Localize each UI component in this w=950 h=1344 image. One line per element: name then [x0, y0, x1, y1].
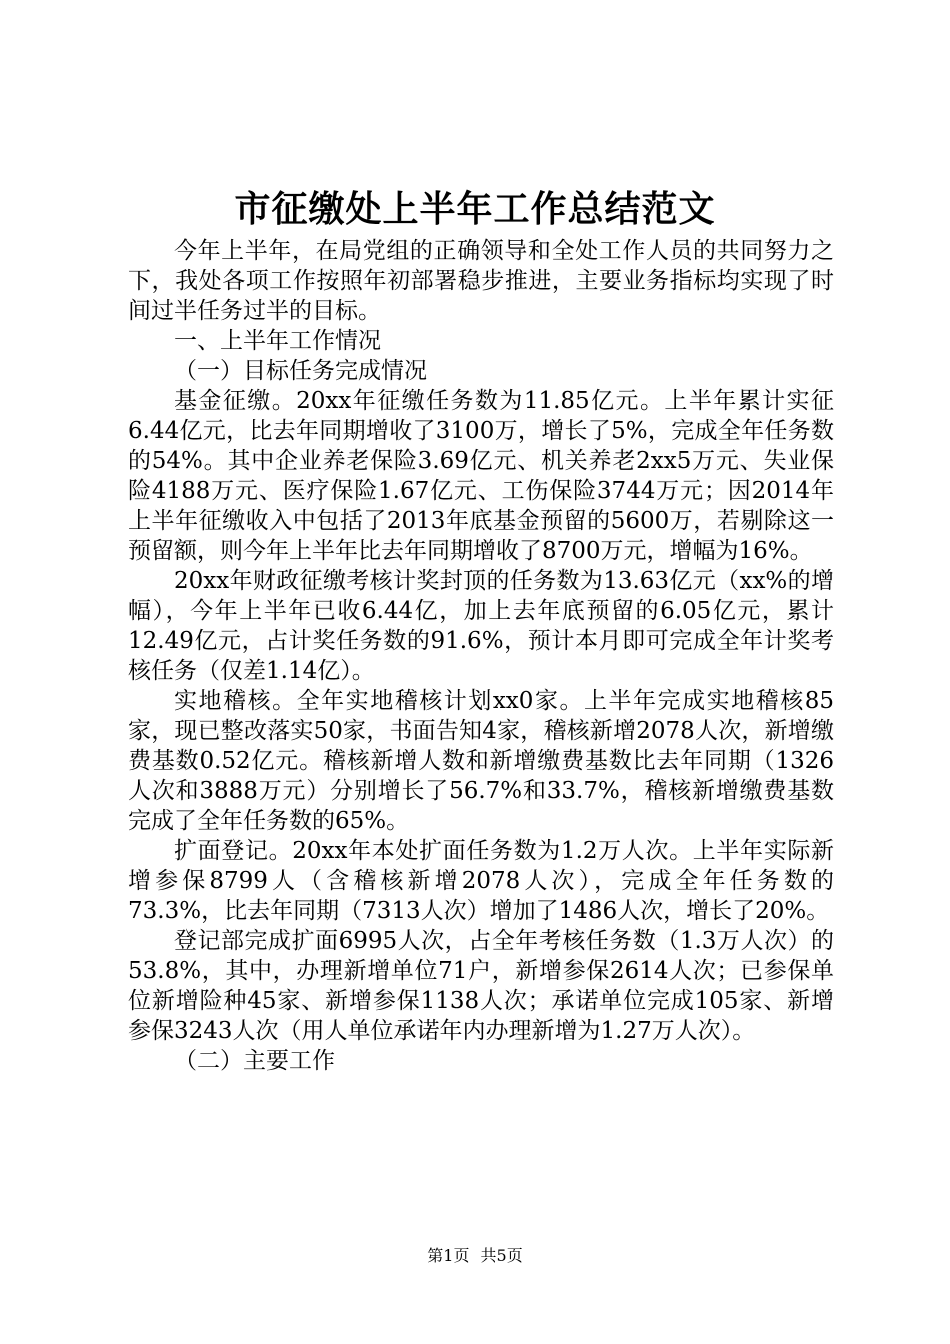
subsection-heading-2: （二）主要工作 [174, 1048, 335, 1074]
document-title: 市征缴处上半年工作总结范文 [234, 188, 716, 230]
paragraph-fiscal-assessment: 20xx年财政征缴考核计奖封顶的任务数为13.63亿元（xx%的增幅），今年上半年已收6.44亿，加上去年底预留的6.05亿元，累计12.49亿元，占计奖任务数的91.6%，预计本月即可完成全年计奖考核任务（仅差1.14亿）。 [128, 568, 834, 684]
page-total: 共5页 [480, 1246, 523, 1265]
document-body [128, 236, 834, 1076]
paragraph-registration-dept: 登记部完成扩面6995人次，占全年考核任务数（1.3万人次）的53.8%，其中，办理新增单位71户，新增参保2614人次；已参保单位新增险种45家、新增参保1138人次；承诺单位完成105家、新增参保3243人次（用人单位承诺年内办理新增为1.27万人次）。 [128, 928, 834, 1044]
page-footer [0, 1246, 950, 1266]
section-heading-1: 一、上半年工作情况 [174, 328, 381, 354]
paragraph-intro: 今年上半年，在局党组的正确领导和全处工作人员的共同努力之下，我处各项工作按照年初部署稳步推进，主要业务指标均实现了时间过半任务过半的目标。 [128, 238, 834, 324]
paragraph-fund-collection: 基金征缴。20xx年征缴任务数为11.85亿元。上半年累计实征6.44亿元，比去年同期增收了3100万，增长了5%，完成全年任务数的54%。其中企业养老保险3.69亿元、机关养老2xx5万元、失业保险4188万元、医疗保险1.67亿元、工伤保险3744万元；因2014年上半年征缴收入中包括了2013年底基金预留的5600万，若剔除这一预留额，则今年上半年比去年同期增收了8700万元，增幅为16%。 [128, 388, 834, 564]
page-number: 第1页 [427, 1246, 470, 1265]
subsection-heading-1: （一）目标任务完成情况 [174, 358, 427, 384]
paragraph-coverage-expansion: 扩面登记。20xx年本处扩面任务数为1.2万人次。上半年实际新增参保8799人（含稽核新增2078人次），完成全年任务数的73.3%，比去年同期（7313人次）增加了1486人次，增长了20%。 [128, 838, 834, 924]
paragraph-onsite-audit: 实地稽核。全年实地稽核计划xx0家。上半年完成实地稽核85家，现已整改落实50家，书面告知4家，稽核新增2078人次，新增缴费基数0.52亿元。稽核新增人数和新增缴费基数比去年同期（1326人次和3888万元）分别增长了56.7%和33.7%，稽核新增缴费基数完成了全年任务数的65%。 [128, 688, 834, 834]
